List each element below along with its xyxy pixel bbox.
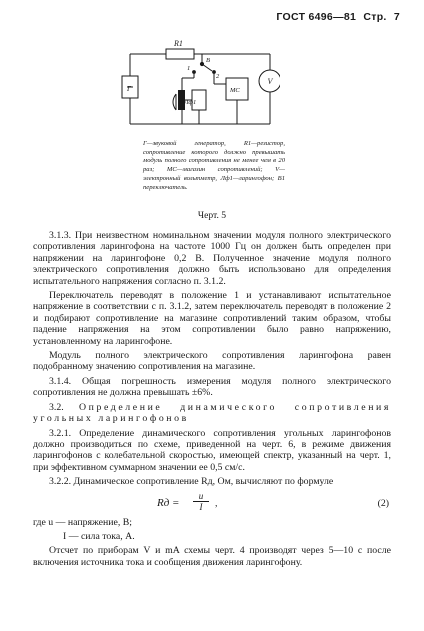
- paragraph-3-1-3: 3.1.3. При неизвестном номинальном значении модуля полного электрического сопротивления ларингофона на частоте 1000 Гц он должен быть определен при напряжении на ларингофоне 0,2 В. Полученное значение модуля полного электрического сопротивления должно быть использовано для определения испытательного напряжения согласно п. 3.1.2.: [33, 230, 391, 287]
- section-3-2-number: 3.2.: [49, 401, 64, 413]
- formula-comma: ,: [215, 497, 218, 509]
- label-position-2: 2: [216, 73, 220, 80]
- label-mc: МС: [230, 87, 240, 94]
- paragraph-3-2-2: 3.2.2. Динамическое сопротивление Rд, Ом, вычисляют по формуле: [49, 476, 334, 488]
- figure-legend: Г—звуковой генератор, R1—резистор, сопротивление которого должно превышать модуль полного сопротивления не менее чем в 20 раз; МС—магазин сопротивлений; V—электронный вольтметр, Лф1—ларингофон; В1 переключатель.: [143, 140, 285, 191]
- formula-number: (2): [377, 497, 389, 509]
- section-3-2-heading: [33, 402, 391, 425]
- label-r1: R1: [174, 39, 183, 48]
- paragraph-readout: Отсчет по приборам V и mA схемы черт. 4 производят через 5—10 с после включения источника тока и сообщения движения ларингофону.: [33, 545, 391, 568]
- figure-title: Черт. 5: [197, 210, 227, 221]
- page-label: Стр.: [363, 11, 387, 23]
- formula-fraction: [193, 491, 209, 512]
- document-body: [33, 230, 391, 571]
- label-position-1: 1: [187, 65, 191, 72]
- standard-number: ГОСТ 6496—81: [276, 11, 357, 23]
- paragraph-3-1-4: 3.1.4. Общая погрешность измерения модуля полного электрического сопротивления не должна превышать ±6%.: [33, 375, 391, 399]
- formula-numerator: u: [198, 490, 204, 501]
- section-3-2-title: Определение динамического сопротивления угольных ларингофонов: [33, 401, 391, 425]
- label-b1: B: [206, 57, 210, 64]
- page-number: 7: [393, 11, 400, 23]
- label-generator: Г: [127, 85, 131, 93]
- page-header: [272, 11, 400, 23]
- formula-denominator: I: [193, 501, 209, 512]
- formula-lhs: Rд =: [157, 496, 180, 509]
- paragraph-modulus: Модуль полного электрического сопротивления ларингофона равен подобранному значению сопротивления на магазине.: [33, 350, 391, 373]
- definition-u: где u — напряжение, В;: [33, 516, 132, 528]
- circuit-diagram: [120, 38, 280, 138]
- label-voltmeter: V: [267, 77, 273, 86]
- definition-i: I — сила тока, А.: [63, 530, 135, 542]
- formula-dynamic-resistance: [33, 491, 391, 515]
- paragraph-switch: Переключатель переводят в положение 1 и устанавливают испытательное напряжение в соответствии с п. 3.1.2, затем переключатель переводят в положение 2 и подбирают сопротивление на магазине сопротивлений таким образом, чтобы падение напряжения на этом сопротивлении было равно напряжению, установленному на ларингофоне.: [33, 290, 391, 347]
- paragraph-3-2-1: 3.2.1. Определение динамического сопротивления угольных ларингофонов должно производиться по схеме, приведенной на черт. 6, в режиме движения ларингофонов с колебательной скоростью, имеющей спектр, указанный на черт. 1, при эффективном суммарном значении ее 0,5 см/с.: [33, 427, 391, 473]
- label-lf1: Лф1: [184, 99, 197, 106]
